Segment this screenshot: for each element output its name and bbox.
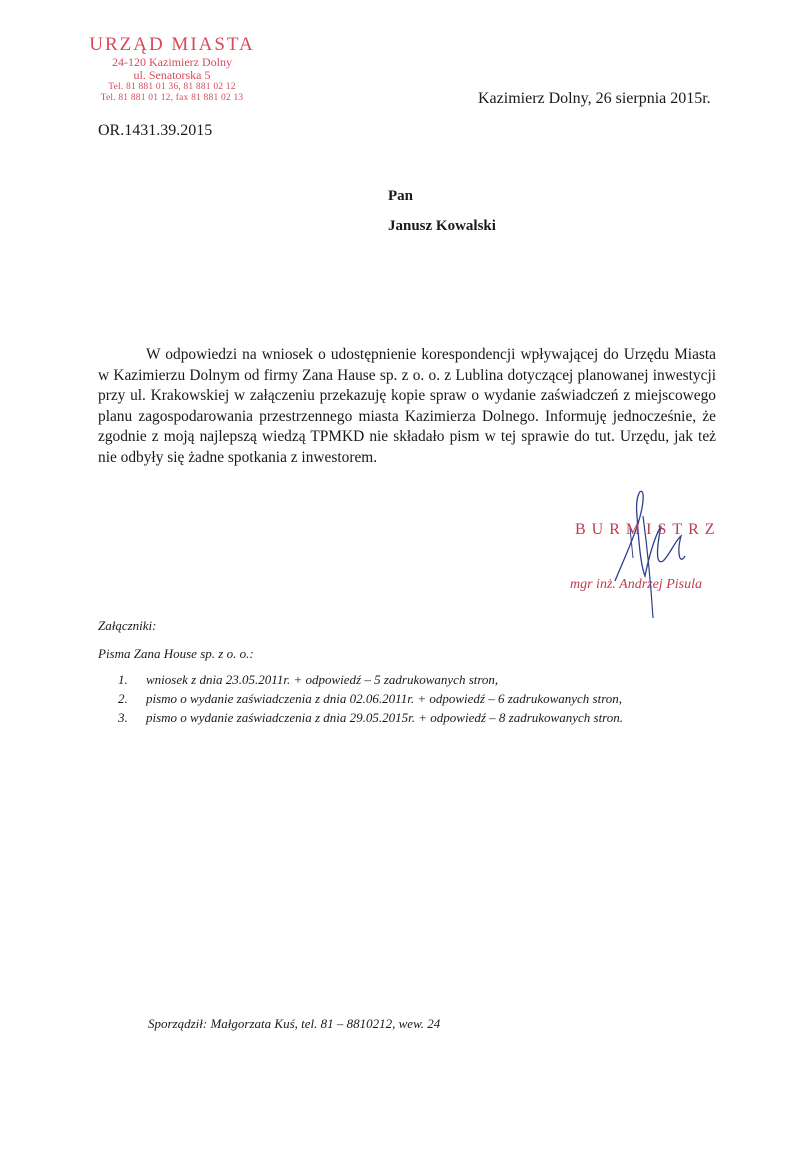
list-item-text: wniosek z dnia 23.05.2011r. + odpowiedź – 5 zadrukowanych stron, <box>146 672 499 687</box>
prepared-by: Sporządził: Małgorzata Kuś, tel. 81 – 8810212, wew. 24 <box>148 1016 441 1031</box>
list-item-number: 1. <box>118 672 128 687</box>
attachments-source: Pisma Zana House sp. z o. o.: <box>98 646 254 661</box>
stamp-title: URZĄD MIASTA <box>89 34 255 55</box>
reference-number: OR.1431.39.2015 <box>98 122 213 139</box>
list-item-number: 3. <box>118 710 128 725</box>
list-item-text: pismo o wydanie zaświadczenia z dnia 02.06.2011r. + odpowiedź – 6 zadrukowanych stron, <box>146 691 623 706</box>
list-item <box>118 708 623 727</box>
stamp-street: ul. Senatorska 5 <box>133 68 211 82</box>
list-item <box>118 689 623 708</box>
signature-name-stamp: mgr inż. Andrzej Pisula <box>570 577 702 592</box>
stamp-postal: 24-120 Kazimierz Dolny <box>112 55 232 69</box>
handwritten-signature <box>585 486 695 621</box>
signature-title-stamp: BURMISTRZ <box>575 521 721 538</box>
list-item <box>118 670 623 689</box>
list-item-text: pismo o wydanie zaświadczenia z dnia 29.05.2015r. + odpowiedź – 8 zadrukowanych stron. <box>146 710 624 725</box>
office-stamp <box>72 34 272 104</box>
place-and-date: Kazimierz Dolny, 26 sierpnia 2015r. <box>478 90 711 107</box>
recipient-salutation: Pan <box>388 188 414 204</box>
attachments-list <box>118 670 623 727</box>
stamp-phones: Tel. 81 881 01 36, 81 881 02 12 <box>108 82 236 92</box>
stamp-phones-fax: Tel. 81 881 01 12, fax 81 881 02 13 <box>100 93 244 103</box>
recipient-name: Janusz Kowalski <box>388 218 496 234</box>
letter-body: W odpowiedzi na wniosek o udostępnienie korespondencji wpływającej do Urzędu Miasta w Kazimierzu Dolnym od firmy Zana Hause sp. z o. o. z Lublina dotyczącej planowanej inwestycji przy ul. Krakowskiej w załączeniu przekazuję kopie spraw o wydanie zaświadczeń z miejscowego planu zagospodarowania przestrzennego miasta Kazimierza Dolnego. Informuję jednocześnie, że zgodnie z moją najlepszą wiedzą TPMKD nie składało pism w tej sprawie do tut. Urzędu, jak też nie odbyły się żadne spotkania z inwestorem. <box>98 346 716 466</box>
attachments-label: Załączniki: <box>98 618 157 633</box>
list-item-number: 2. <box>118 691 128 706</box>
